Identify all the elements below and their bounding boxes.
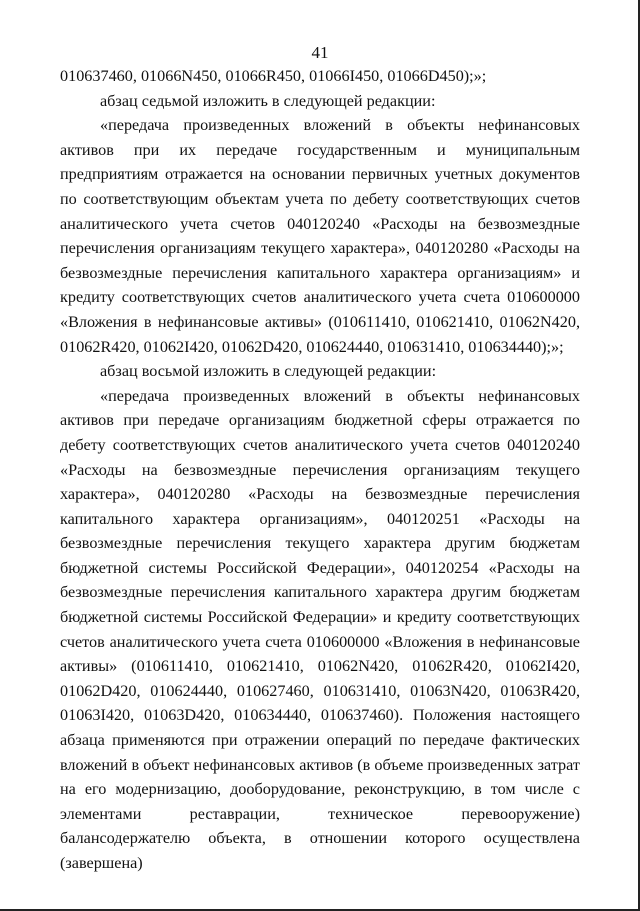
page-number: 41: [311, 43, 329, 62]
paragraph-seventh-text: «передача произведенных вложений в объекты нефинансовых активов при их передаче государственным и муниципальным предприятиям отражается на основании первичных учетных документов по соответствующим объектам учета по дебету соответствующих счетов аналитического учета счетов 040120240 «Расходы на безвозмездные перечисления организациям текущего характера», 040120280 «Расходы на безвозмездные перечисления капитального характера организациям» и кредиту соответствующих счетов аналитического учета счета 010600000 «Вложения в нефинансовые активы» (010611410, 010621410, 01062N420, 01062R420, 01062I420, 01062D420, 010624440, 010631410, 010634440);»;: [60, 116, 580, 356]
paragraph-continuation: 010637460, 01066N450, 01066R450, 01066I450, 01066D450);»;: [60, 67, 487, 85]
paragraph-eighth-text: «передача произведенных вложений в объекты нефинансовых активов при передаче организациям бюджетной сферы отражается по дебету соответствующих счетов аналитического учета счетов 040120240 «Расходы на безвозмездные перечисления организациям текущего характера», 040120280 «Расходы на безвозмездные перечисления капитального характера организациям», 040120251 «Расходы на безвозмездные перечисления текущего характера другим бюджетам бюджетной системы Российской Федерации», 040120254 «Расходы на безвозмездные перечисления капитального характера другим бюджетам бюджетной системы Российской Федерации» и кредиту соответствующих счетов аналитического учета счета 010600000 «Вложения в нефинансовые активы» (010611410, 010621410, 01062N420, 01062R420, 01062I420, 01062D420, 010624440, 010627460, 010631410, 01063N420, 01063R420, 01063I420, 01063D420, 010634440, 010637460). Положения настоящего абзаца применяются при отражении операций по передаче фактических вложений в объект нефинансовых активов (в объеме произведенных затрат на его модернизацию, дооборудование, реконструкцию, в том числе с элементами реставрации, техническое перевооружение) балансодержателю объекта, в отношении которого осуществлена (завершена): [60, 386, 580, 872]
paragraph-instruction-seventh: абзац седьмой изложить в следующей редакции:: [100, 91, 436, 110]
document-body: [60, 64, 580, 876]
paragraph-instruction-eighth: абзац восьмой изложить в следующей редакции:: [100, 362, 437, 381]
